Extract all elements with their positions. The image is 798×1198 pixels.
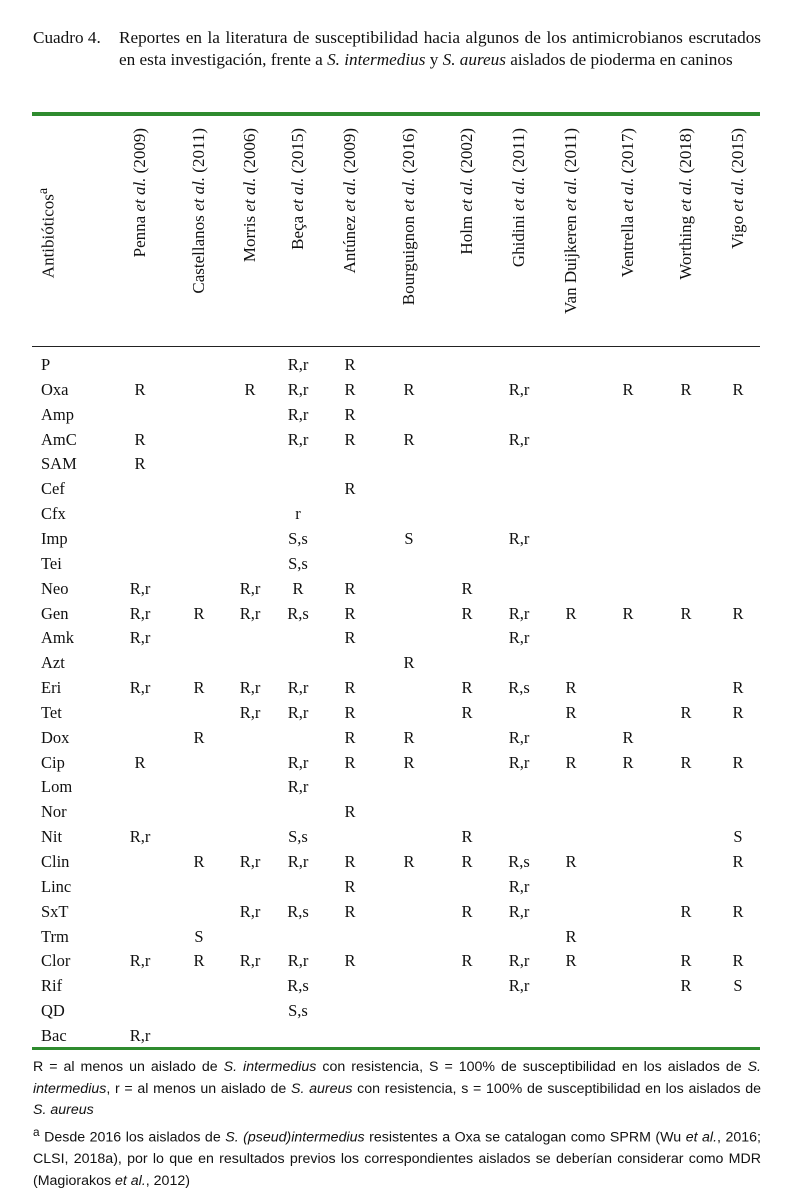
table-cell: R bbox=[344, 578, 356, 598]
table-cell: R bbox=[622, 752, 634, 772]
table-cell: R bbox=[134, 752, 146, 772]
table-cell: S,s bbox=[288, 528, 308, 548]
footnote-text: R = al menos un aislado de bbox=[33, 1059, 224, 1075]
column-header-text bbox=[506, 128, 532, 338]
table-cell: R bbox=[193, 951, 205, 971]
footnote-species-name: S. (pseud)intermedius bbox=[225, 1129, 365, 1146]
table-cell: R bbox=[680, 379, 692, 399]
table-cell: R,r bbox=[287, 678, 309, 698]
table-cell: R,r bbox=[287, 951, 309, 971]
table-cell: R,r bbox=[508, 951, 530, 971]
table-top-rule bbox=[32, 112, 760, 116]
table-cell: R bbox=[461, 578, 473, 598]
table-cell: R,r bbox=[287, 852, 309, 871]
table-cell: R,s bbox=[508, 678, 530, 698]
table-cell: r bbox=[295, 504, 301, 524]
table-cell: R bbox=[344, 678, 356, 698]
table-cell: R bbox=[134, 379, 146, 399]
et-al: et al. bbox=[288, 177, 307, 212]
column-header-text bbox=[454, 128, 480, 338]
antibiotic-cell: Tei bbox=[41, 553, 62, 573]
antibiotic-header-text: Antibióticos bbox=[38, 194, 58, 279]
table-cell: R,r bbox=[239, 951, 261, 971]
caption-species-name: S. aureus bbox=[442, 50, 506, 69]
table-cell: R bbox=[732, 702, 744, 722]
column-header-text bbox=[127, 128, 153, 338]
table-cell: R bbox=[344, 727, 356, 747]
column-header-part: Vigo bbox=[728, 211, 747, 249]
footnote-text: resistentes a Oxa se catalogan como SPRM (Wu bbox=[364, 1129, 686, 1146]
table-cell: S bbox=[733, 976, 743, 996]
antibiotic-cell: Cef bbox=[41, 479, 65, 499]
column-header-part: Ventrella bbox=[618, 211, 637, 278]
column-header-text bbox=[337, 128, 363, 338]
table-cell: R,r bbox=[287, 429, 309, 449]
footnote-note-a bbox=[33, 1122, 761, 1193]
table-cell: R bbox=[565, 926, 577, 946]
table-cell: R,s bbox=[287, 976, 309, 996]
table-cell: R,r bbox=[287, 702, 309, 722]
antibiotic-cell: Imp bbox=[41, 528, 68, 548]
antibiotic-cell: Amk bbox=[41, 628, 74, 648]
column-header-part: (2009) bbox=[130, 128, 149, 178]
column-header-part: (2016) bbox=[399, 128, 418, 178]
antibiotic-cell: Clin bbox=[41, 852, 70, 871]
et-al: et al. bbox=[509, 176, 528, 211]
table-cell: R bbox=[344, 702, 356, 722]
column-header-part: (2015) bbox=[288, 128, 307, 178]
column-header-part: Ghidini bbox=[509, 210, 528, 268]
caption-text-part: Reportes en la literatura de susceptibilidad hacia algunos de los antimicrobianos escrutados en esta investigación, frente a bbox=[119, 28, 761, 69]
et-al: et al. bbox=[676, 177, 695, 212]
column-header-part: (2011) bbox=[561, 128, 580, 177]
column-header-part: (2018) bbox=[676, 128, 695, 178]
antibiotic-cell: Bac bbox=[41, 1025, 67, 1045]
column-header-text bbox=[673, 128, 699, 338]
table-cell: R,r bbox=[129, 678, 151, 698]
column-header-part: (2011) bbox=[189, 128, 208, 177]
table-footnotes bbox=[33, 1057, 761, 1192]
table-cell: S,s bbox=[288, 553, 308, 573]
table-cell: R bbox=[344, 479, 356, 499]
table-cell: R,r bbox=[508, 429, 530, 449]
table-cell: R bbox=[680, 951, 692, 971]
antibiotic-cell: Nit bbox=[41, 827, 63, 847]
table-cell: R bbox=[344, 951, 356, 971]
table-cell: R,s bbox=[508, 852, 530, 871]
column-header-part: (2002) bbox=[457, 128, 476, 178]
table-cell: R bbox=[344, 379, 356, 399]
table-cell: R,r bbox=[508, 603, 530, 623]
footnote-text: Desde 2016 los aislados de bbox=[39, 1129, 226, 1146]
table-cell: R,r bbox=[129, 951, 151, 971]
table-cell: R bbox=[680, 702, 692, 722]
table-cell: R bbox=[565, 752, 577, 772]
column-header-part: Worthing bbox=[676, 211, 695, 280]
table-cell: R bbox=[461, 603, 473, 623]
et-al: et al. bbox=[457, 177, 476, 212]
table-cell: R bbox=[732, 852, 744, 871]
table-cell: R,r bbox=[287, 379, 309, 399]
table-cell: R,r bbox=[239, 901, 261, 921]
table-cell: R bbox=[680, 752, 692, 772]
table-cell: R bbox=[461, 678, 473, 698]
table-cell: R bbox=[565, 678, 577, 698]
column-header-part: Holm bbox=[457, 211, 476, 255]
column-header-part: (2015) bbox=[728, 128, 747, 178]
table-cell: R bbox=[732, 951, 744, 971]
table-cell: R bbox=[403, 752, 415, 772]
table-cell: R bbox=[461, 901, 473, 921]
et-al: et al. bbox=[728, 177, 747, 212]
table-cell: R bbox=[292, 578, 304, 598]
table-cell: R bbox=[680, 603, 692, 623]
table-cell: R bbox=[344, 901, 356, 921]
table-cell: R bbox=[344, 603, 356, 623]
column-header-text bbox=[725, 128, 751, 338]
footnote-text: , r = al menos un aislado de bbox=[106, 1080, 291, 1097]
table-cell: R bbox=[565, 702, 577, 722]
table-cell: R bbox=[134, 454, 146, 474]
table-cell: R,r bbox=[508, 379, 530, 399]
column-header-part: Penna bbox=[130, 211, 149, 258]
antibiotic-cell: Cfx bbox=[41, 504, 66, 524]
column-header-part: Morris bbox=[240, 211, 259, 263]
et-al: et al. bbox=[618, 177, 637, 212]
table-cell: R bbox=[344, 802, 356, 822]
caption-text-part: y bbox=[425, 50, 443, 69]
column-header-text bbox=[396, 128, 422, 338]
column-header-part: (2006) bbox=[240, 128, 259, 178]
et-al: et al. bbox=[340, 177, 359, 212]
footnote-et-al: et al. bbox=[115, 1172, 146, 1189]
table-cell: R,r bbox=[239, 578, 261, 598]
table-cell: R bbox=[680, 901, 692, 921]
et-al: et al. bbox=[399, 177, 418, 212]
table-cell: R bbox=[732, 901, 744, 921]
antibiotic-cell: Nor bbox=[41, 802, 67, 822]
table-cell: R bbox=[344, 355, 356, 374]
table-cell: R,r bbox=[508, 628, 530, 648]
table-cell: R bbox=[732, 752, 744, 772]
antibiotic-cell: P bbox=[41, 355, 51, 374]
antibiotic-cell: Eri bbox=[41, 678, 62, 698]
table-cell: R,r bbox=[287, 404, 309, 424]
column-header-part: Beça bbox=[288, 211, 307, 250]
table-cell: R bbox=[565, 951, 577, 971]
footnote-species-name: S. aureus bbox=[33, 1102, 94, 1119]
table-cell: R,r bbox=[508, 876, 530, 896]
antibiotic-header-footnote-mark: a bbox=[35, 187, 51, 195]
footnote-species-name: S. intermedius bbox=[223, 1059, 317, 1075]
table-cell: R,r bbox=[508, 752, 530, 772]
table-cell: R bbox=[461, 702, 473, 722]
column-header-text bbox=[186, 128, 212, 338]
caption-text bbox=[119, 27, 761, 71]
antibiotic-cell: AmC bbox=[41, 429, 77, 449]
column-header-text bbox=[558, 128, 584, 338]
footnote-species-name: S. intermedius bbox=[33, 1059, 761, 1097]
table-cell: R,r bbox=[508, 528, 530, 548]
table-cell: R,r bbox=[239, 678, 261, 698]
column-header-part: Castellanos bbox=[189, 210, 208, 294]
table-cell: R,r bbox=[129, 603, 151, 623]
table-cell: R,r bbox=[239, 852, 261, 871]
table-cell: R bbox=[732, 678, 744, 698]
header-separator-rule bbox=[32, 346, 760, 347]
antibiotic-cell: Cip bbox=[41, 752, 65, 772]
table-cell: R bbox=[565, 603, 577, 623]
footnote-text: con resistencia, S = 100% de susceptibilidad en los aislados de bbox=[316, 1059, 748, 1075]
table-cell: R bbox=[732, 603, 744, 623]
table-cell: R bbox=[134, 429, 146, 449]
table-cell: R,r bbox=[129, 827, 151, 847]
table-cell: S bbox=[194, 926, 204, 946]
caption-text-part: aislados de pioderma en caninos bbox=[505, 50, 733, 69]
table-cell: R,r bbox=[287, 777, 309, 797]
et-al: et al. bbox=[130, 177, 149, 212]
column-header-text bbox=[615, 128, 641, 338]
table-cell: R bbox=[193, 678, 205, 698]
antibiotic-cell: Tet bbox=[41, 702, 62, 722]
table-cell: S bbox=[404, 528, 414, 548]
antibiotic-cell: Neo bbox=[41, 578, 69, 598]
table-cell: R bbox=[403, 429, 415, 449]
column-header-part: Van Duijkeren bbox=[561, 210, 580, 314]
antibiotic-cell: Linc bbox=[41, 876, 72, 896]
antibiotic-cell: QD bbox=[41, 1001, 65, 1021]
table-cell: R,r bbox=[508, 727, 530, 747]
footnote-et-al: et al. bbox=[685, 1129, 718, 1146]
table-cell: R bbox=[680, 976, 692, 996]
table-cell: S,s bbox=[288, 1001, 308, 1021]
column-header-part: Antúnez bbox=[340, 211, 359, 274]
et-al: et al. bbox=[561, 176, 580, 211]
antibiotic-cell: Gen bbox=[41, 603, 69, 623]
table-cell: R bbox=[461, 951, 473, 971]
table-cell: R,s bbox=[287, 901, 309, 921]
table-cell: R bbox=[193, 727, 205, 747]
column-header-text bbox=[237, 128, 263, 338]
antibiotic-cell: Rif bbox=[41, 976, 63, 996]
table-cell: R bbox=[461, 852, 473, 871]
et-al: et al. bbox=[189, 176, 208, 211]
antibiotic-cell: SAM bbox=[41, 454, 77, 474]
table-cell: R bbox=[344, 852, 356, 871]
footnote-text: , 2012) bbox=[145, 1172, 190, 1189]
table-cell: R bbox=[193, 852, 205, 871]
footnote-text: con resistencia, s = 100% de susceptibilidad en los aislados de bbox=[352, 1080, 762, 1097]
table-cell: R bbox=[344, 752, 356, 772]
table-cell: R,r bbox=[129, 578, 151, 598]
table-cell: R,r bbox=[129, 1025, 151, 1045]
table-cell: R bbox=[344, 429, 356, 449]
table-cell: R bbox=[403, 379, 415, 399]
antibiotic-cell: Azt bbox=[41, 653, 65, 673]
footnote-legend bbox=[33, 1057, 761, 1122]
table-cell: S,s bbox=[288, 827, 308, 847]
antibiotic-cell: Dox bbox=[41, 727, 70, 747]
footnote-text: , 2016; CLSI, 2018a), por lo que en resultados previos los correspondientes aislados se deberían considerar como MDR (Magiorakos bbox=[33, 1129, 761, 1189]
table-cell: R,s bbox=[287, 603, 309, 623]
table-cell: R bbox=[403, 653, 415, 673]
footnote-mark: a bbox=[33, 1124, 40, 1139]
antibiotic-cell: Trm bbox=[41, 926, 69, 946]
table-cell: R,r bbox=[287, 355, 309, 374]
table-cell: R,r bbox=[129, 628, 151, 648]
table-cell: R bbox=[403, 727, 415, 747]
table-bottom-rule bbox=[32, 1047, 760, 1050]
table-cell: R bbox=[193, 603, 205, 623]
antibiotic-cell: Lom bbox=[41, 777, 73, 797]
antibiotic-cell: Clor bbox=[41, 951, 71, 971]
table-cell: R,r bbox=[239, 702, 261, 722]
antibiotic-cell: SxT bbox=[41, 901, 69, 921]
caption-label: Cuadro 4. bbox=[33, 28, 101, 47]
footnote-species-name: S. aureus bbox=[291, 1080, 353, 1097]
column-header-part: (2009) bbox=[340, 128, 359, 178]
table-cell: R bbox=[461, 827, 473, 847]
column-header-part: (2017) bbox=[618, 128, 637, 178]
table-cell: R bbox=[344, 628, 356, 648]
column-header-text bbox=[285, 128, 311, 338]
table-cell: R bbox=[622, 603, 634, 623]
et-al: et al. bbox=[240, 177, 259, 212]
table-cell: R,r bbox=[508, 901, 530, 921]
table-cell: R,r bbox=[508, 976, 530, 996]
table-cell: R bbox=[622, 379, 634, 399]
table-cell: R bbox=[244, 379, 256, 399]
table-cell: S bbox=[733, 827, 743, 847]
antibiotic-cell: Oxa bbox=[41, 379, 69, 399]
table-cell: R bbox=[565, 852, 577, 871]
table-cell: R bbox=[344, 876, 356, 896]
antibiotic-cell: Amp bbox=[41, 404, 74, 424]
table-cell: R bbox=[732, 379, 744, 399]
caption-species-name: S. intermedius bbox=[327, 50, 426, 69]
table-cell: R bbox=[344, 404, 356, 424]
table-cell: R bbox=[403, 852, 415, 871]
table-cell: R,r bbox=[287, 752, 309, 772]
column-header-part: (2011) bbox=[509, 128, 528, 177]
table-cell: R,r bbox=[239, 603, 261, 623]
table-cell: R bbox=[622, 727, 634, 747]
column-header-part: Bourguignon bbox=[399, 211, 418, 306]
